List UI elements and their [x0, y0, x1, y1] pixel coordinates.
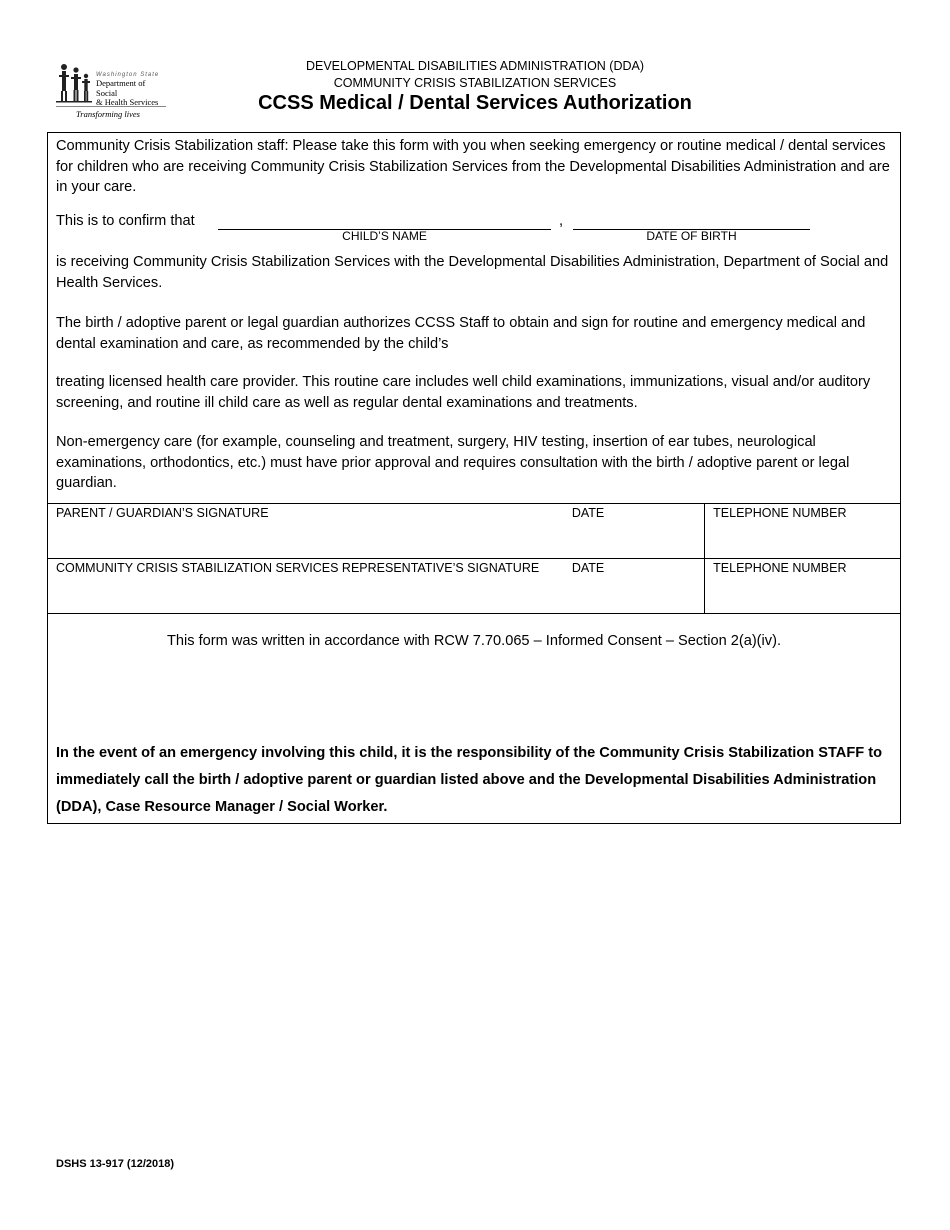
logo-dept-line2: & Health Services — [96, 97, 159, 108]
logo-tagline: Transforming lives — [76, 109, 140, 119]
representative-signature-field[interactable]: COMMUNITY CRISIS STABILIZATION SERVICES REPRESENTATIVE’S SIGNATURE — [48, 559, 564, 614]
logo-dept-line1: Department of Social — [96, 77, 146, 98]
signature-row-representative — [48, 559, 901, 614]
representative-phone-field[interactable]: TELEPHONE NUMBER — [705, 559, 901, 614]
header-agency: DEVELOPMENTAL DISABILITIES ADMINISTRATION (DDA) — [305, 59, 645, 73]
confirm-label: This is to confirm that — [56, 213, 195, 229]
date-of-birth-caption: DATE OF BIRTH — [646, 229, 737, 243]
comma: , — [559, 213, 564, 229]
rcw-note: This form was written in accordance with RCW 7.70.065 – Informed Consent – Section 2(a)(iv). — [167, 633, 781, 649]
intro-paragraph: Community Crisis Stabilization staff: Please take this form with you when seeking emergency or routine medical / dental services for children who are receiving Community Crisis Stabilization Services from the Developmental Disabilities Administration and are in your care. — [56, 138, 890, 195]
representative-date-field[interactable]: DATE — [564, 559, 705, 614]
child-name-caption: CHILD’S NAME — [342, 229, 427, 243]
treating-paragraph: treating licensed health care provider. This routine care includes well child examinations, immunizations, visual and/or auditory screening, and routine ill child care as well as regular dental examinations and treatments. — [56, 374, 871, 411]
signature-row-parent — [48, 504, 901, 559]
parent-signature-field[interactable]: PARENT / GUARDIAN’S SIGNATURE — [48, 504, 564, 559]
form-number: DSHS 13-917 (12/2018) — [56, 1158, 175, 1170]
receiving-paragraph: is receiving Community Crisis Stabilization Services with the Developmental Disabilities Administration, Department of Social and Health Services. — [56, 254, 889, 291]
page-title: CCSS Medical / Dental Services Authorization — [258, 92, 692, 114]
logo-state: Washington State — [96, 72, 160, 78]
parent-date-field[interactable]: DATE — [564, 504, 705, 559]
parent-phone-field[interactable]: TELEPHONE NUMBER — [705, 504, 901, 559]
non-emergency-paragraph: Non-emergency care (for example, counseling and treatment, surgery, HIV testing, insertion of ear tubes, neurological examinations, orthodontics, etc.) must have prior approval and requires consultation with the birth / adoptive parent or legal guardian. — [56, 434, 850, 491]
header-program: COMMUNITY CRISIS STABILIZATION SERVICES — [333, 76, 617, 90]
authorize-paragraph: The birth / adoptive parent or legal guardian authorizes CCSS Staff to obtain and sign for routine and emergency medical and dental examination and care, as recommended by the child’s — [56, 315, 866, 352]
signature-table — [47, 503, 901, 614]
emergency-notice: In the event of an emergency involving this child, it is the responsibility of the Community Crisis Stabilization STAFF to immediately call the birth / adoptive parent or guardian listed above and the Developmental Disabilities Administration (DDA), Case Resource Manager / Social Worker. — [56, 745, 883, 815]
